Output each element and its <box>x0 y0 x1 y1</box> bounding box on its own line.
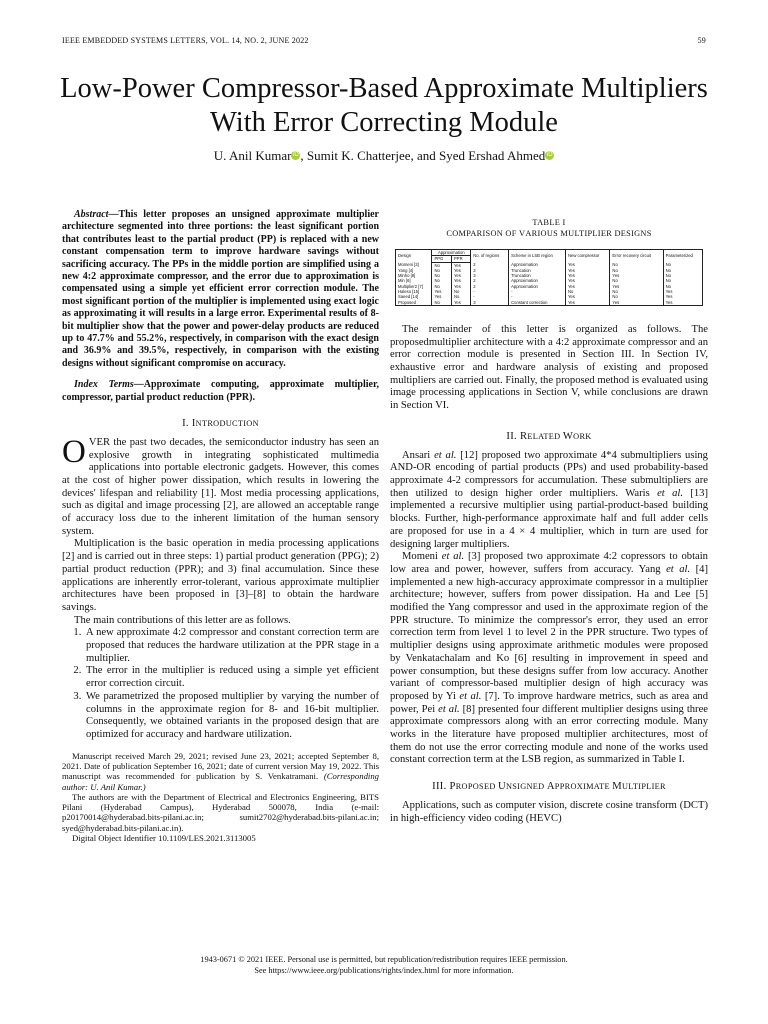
table-cell: Yes <box>663 300 702 306</box>
table-cell: Approximation <box>509 284 566 289</box>
table-cell: Yes <box>663 289 702 294</box>
section-heading-proposed: III. PROPOSED UNSIGNED APPROXIMATE MULTIPLIER <box>432 781 666 793</box>
table-cell: Truncation <box>509 268 566 273</box>
table-cell: Minho [8] <box>396 273 432 278</box>
table-cell: No <box>663 273 702 278</box>
author-list <box>40 148 728 164</box>
table-cell: No <box>610 294 663 299</box>
table-header: Error recovery circuit <box>610 250 663 263</box>
table-cell: Yes <box>566 278 610 283</box>
table-cell: - <box>509 289 566 294</box>
table-header: Approximation <box>432 250 471 256</box>
table-cell: Momeni [3] <box>396 262 432 268</box>
table-cell: Yang [4] <box>396 268 432 273</box>
drop-cap: O <box>62 433 86 470</box>
comparison-table <box>395 249 703 306</box>
table-cell: Yes <box>566 268 610 273</box>
table-cell: Yes <box>452 273 471 278</box>
rights-link-line: See https://www.ieee.org/publications/rights/index.html for more information. <box>254 965 514 975</box>
section-heading-related-work: II. RELATED WORK <box>506 430 592 442</box>
intro-paragraph-1: OVER the past two decades, the semiconductor industry has seen an explosive growth in integrating sophisticated multimedia applications into portable electronic gadgets. However, this comes at the cost of higher power dissipation, which results in lowering the devices' lifespan and reliability [1]. Most media processing applications, such as digital and image processing [2], are allowed an acceptable range of accuracy loss due to the inherent limitation of the human sensory system. <box>62 433 379 537</box>
table-cell: No <box>432 262 452 268</box>
table-cell: Yes <box>432 294 452 299</box>
related-paragraph-2: Momeni et al. [3] proposed two approximate 4:2 copressors to obtain low area and power, however, suffers from accuracy. Yang et al. [4] implemented a new high-accuracy approximate compressor in a multiplier architecture; however, suffers from power dissipation. Ha and Lee [5] modified the Yang compressor and used in the approximate region of the PPR structure. To minimize the compressor's error, they used an error correction term from level 1 to level 2 in the PPR structure. Two types of multiplier designs using approximate arithmetic modules were proposed by Venkatachalam and Ko [6] resulting in improvement in speed and power consumption, but these designs suffer from low accuracy. Another variant of compressor-based multiplier design of high accuracy was proposed by Yi et al. [7]. To improve hardware metrics, such as area and power, Pei et al. [8] presented four different multiplier designs using three approximate compressors along with an error correcting module. Many works in the literature have proposed multiplier architectures, most of them do not use the error correcting module and none of the works used constant correction term at the LSB region, as summarized in Table I. <box>390 551 708 766</box>
table-cell: Yes <box>452 262 471 268</box>
table-cell: Yes <box>610 273 663 278</box>
table-cell: Yes <box>452 268 471 273</box>
orcid-icon[interactable]: iD <box>546 152 553 158</box>
table-cell: No <box>663 278 702 283</box>
section-heading-introduction: I. INTRODUCTION <box>182 418 259 430</box>
table-cell: Multiplier2 [7] <box>396 284 432 289</box>
table-cell: Yes <box>566 273 610 278</box>
index-terms-text: —Approximate computing, approximate multiplier, compressor, partial product reduction (PPR). <box>62 379 379 403</box>
table-cell: Saeed [14] <box>396 294 432 299</box>
table-cell: 3 <box>471 268 509 273</box>
abstract <box>62 209 379 370</box>
running-header <box>62 36 706 48</box>
contributions-list <box>62 627 379 741</box>
copyright-line: 1943-0671 © 2021 IEEE. Personal use is permitted, but republication/redistribution requires IEEE permission. <box>200 955 568 964</box>
table-label: TABLE I <box>532 218 566 227</box>
index-terms <box>62 379 379 404</box>
table-body <box>396 262 703 305</box>
table-cell: Haleso [15] <box>396 289 432 294</box>
table-cell: 2 <box>471 262 509 268</box>
table-cell: Yes <box>452 300 471 306</box>
table-cell: 3 <box>471 300 509 306</box>
table-cell: Yes <box>566 284 610 289</box>
author-1: U. Anil Kumar <box>213 148 292 163</box>
table-cell: No <box>452 294 471 299</box>
table-cell: Yes <box>663 294 702 299</box>
table-cell: Min [6] <box>396 278 432 283</box>
footnote-affiliation: The authors are with the Department of Electrical and Electronics Engineering, BITS Pilani (Hyderabad Campus), Hyderabad 500078, India (e-mail: p20170014@hyderabad.bits-pilani.ac.in; sumit2702@hyderabad.bits-pilani.ac.in; syed@hyderabad.bits-pilani.ac.in). <box>62 791 379 833</box>
table-cell: Truncation <box>509 273 566 278</box>
table-cell: Approximation <box>509 262 566 268</box>
table-header: No. of regions <box>471 250 509 263</box>
table-cell: - <box>471 294 509 299</box>
table-cell: No <box>663 268 702 273</box>
table-header: Parameterized <box>663 250 702 263</box>
footnote-manuscript: Manuscript received March 29, 2021; revised June 23, 2021; accepted September 8, 2021. Date of publication September 16, 2021; date of current version May 19, 2022. This manuscript was recommended for publication by S. Venkatramani. (Corresponding author: U. Anil Kumar.) <box>62 750 380 792</box>
author-rest: , Sumit K. Chatterjee, and Syed Ershad Ahmed <box>300 148 546 163</box>
table-cell: No <box>432 300 452 306</box>
intro-paragraph-2: Multiplication is the basic operation in media processing applications [2] and is carried out in three steps: 1) partial product generation (PPG); 2) partial product reduction (PPR); and 3) final accumulation. Since these applications are inherently error-tolerant, various approximate multiplier architectures have been proposed in [3]–[8] to obtain the hardware savings. <box>62 538 379 613</box>
table-cell: Yes <box>566 300 610 306</box>
table-header: New compressor <box>566 250 610 263</box>
table-cell: No <box>663 262 702 268</box>
footnote-doi: Digital Object Identifier 10.1109/LES.2021.3113005 <box>72 833 256 844</box>
table-cell: Yes <box>610 284 663 289</box>
table-cell: Yes <box>452 284 471 289</box>
table-cell: No <box>432 278 452 283</box>
table-cell: No <box>452 289 471 294</box>
table-cell: Yes <box>432 289 452 294</box>
abstract-label: Abstract <box>74 209 109 220</box>
table-cell: 2 <box>471 278 509 283</box>
related-paragraph-1: Ansari et al. [12] proposed two approximate 4*4 submultipliers using AND-OR encoding of partial products (PPs) and used probability-based approximate 4-2 compressors for accumulation. These submultipliers are then utilized to design higher order multipliers. Waris et al. [13] implemented a recursive multiplier using partial-product-based building blocks. Further, high-performance approximate half and full adder cells are proposed for use in a 4 × 4 multiplier, which in turn are used for designing larger multipliers. <box>390 449 708 550</box>
list-item: 3. We parametrized the proposed multiplier by varying the number of columns in the approximate region for 8- and 16-bit multiplier. Consequently, we obtained variants in the proposed design that are optimized for accuracy and hardware utilization. <box>84 691 379 742</box>
copyright-footer <box>40 955 728 976</box>
table-cell: - <box>471 289 509 294</box>
table-subheader: PPG <box>432 256 452 262</box>
table-cell: Proposed <box>396 300 432 306</box>
table-cell: No <box>610 289 663 294</box>
proposed-paragraph-1: Applications, such as computer vision, discrete cosine transform (DCT) in high-efficiency video coding (HEVC) <box>390 799 708 824</box>
footnote <box>62 751 379 844</box>
table-cell: No <box>610 268 663 273</box>
table-header: Design <box>396 250 432 263</box>
list-item: 2. The error in the multiplier is reduced using a simple yet efficient error correction circuit. <box>84 665 379 690</box>
left-column <box>62 209 379 843</box>
table-cell: No <box>663 284 702 289</box>
table-cell: Yes <box>566 262 610 268</box>
paper-title: Low-Power Compressor-Based Approximate Multipliers With Error Correcting Module <box>60 73 708 138</box>
intro-paragraph-3: The main contributions of this letter are as follows. <box>74 614 291 626</box>
table-cell: Yes <box>566 294 610 299</box>
table-caption: COMPARISON OF VARIOUS MULTIPLIER DESIGNS <box>446 229 652 238</box>
journal-name: IEEE EMBEDDED SYSTEMS LETTERS, VOL. 14, NO. 2, JUNE 2022 <box>62 36 309 45</box>
table-cell: Yes <box>610 300 663 306</box>
table-cell: No <box>566 289 610 294</box>
table-cell: No <box>610 262 663 268</box>
table-cell: No <box>610 278 663 283</box>
table-cell: 3 <box>471 273 509 278</box>
table-subheader: PPR <box>452 256 471 262</box>
list-item: 1. A new approximate 4:2 compressor and constant correction term are proposed that reduces the hardware utilization at the PPR stage in a multiplier. <box>84 627 379 665</box>
right-column <box>390 209 708 825</box>
abstract-text: —This letter proposes an unsigned approximate multiplier architecture segmented into three portions: the least significant portion that contributes least to the partial product (PP) is replaced with a new constant compensation term to improve hardware savings without sacrificing accuracy. The PPs in the middle portion are simplified using a new 4:2 approximate compressor, and the error due to approximation is compensated using a simple yet efficient error correction module. The most significant portion of the multiplier is implemented using exact logic as approximating it will results in a large error. Experimental results of 8-bit multiplier show that the power and power-delay products are reduced up to 47.7% and 55.2%, respectively, in comparison with the exact design and 36.9% and 39.5%, respectively, in comparison with the existing designs without significant compromise on accuracy. <box>62 209 379 369</box>
table-header: Scheme in LSB region <box>509 250 566 263</box>
table-cell: No <box>432 268 452 273</box>
table-cell: No <box>432 284 452 289</box>
table-cell: - <box>509 294 566 299</box>
orcid-icon[interactable]: iD <box>293 152 299 158</box>
table-cell: Approximation <box>509 278 566 283</box>
table-cell: Constant correction <box>509 300 566 306</box>
page-number: 59 <box>697 36 706 45</box>
table-cell: Yes <box>452 278 471 283</box>
table-row <box>396 300 703 306</box>
index-terms-label: Index Terms <box>74 379 134 391</box>
table-cell: 2 <box>471 284 509 289</box>
table-cell: No <box>432 273 452 278</box>
organization-paragraph: The remainder of this letter is organized as follows. The proposedmultiplier architecture with a 4:2 approximate compressor and an error correction module is presented in Section III. In Section IV, exhaustive error and hardware analysis of existing and proposed multipliers are carried out. Finally, the proposed method is evaluated using image processing applications in Section V, while conclusions are drawn in Section VI. <box>390 323 708 412</box>
